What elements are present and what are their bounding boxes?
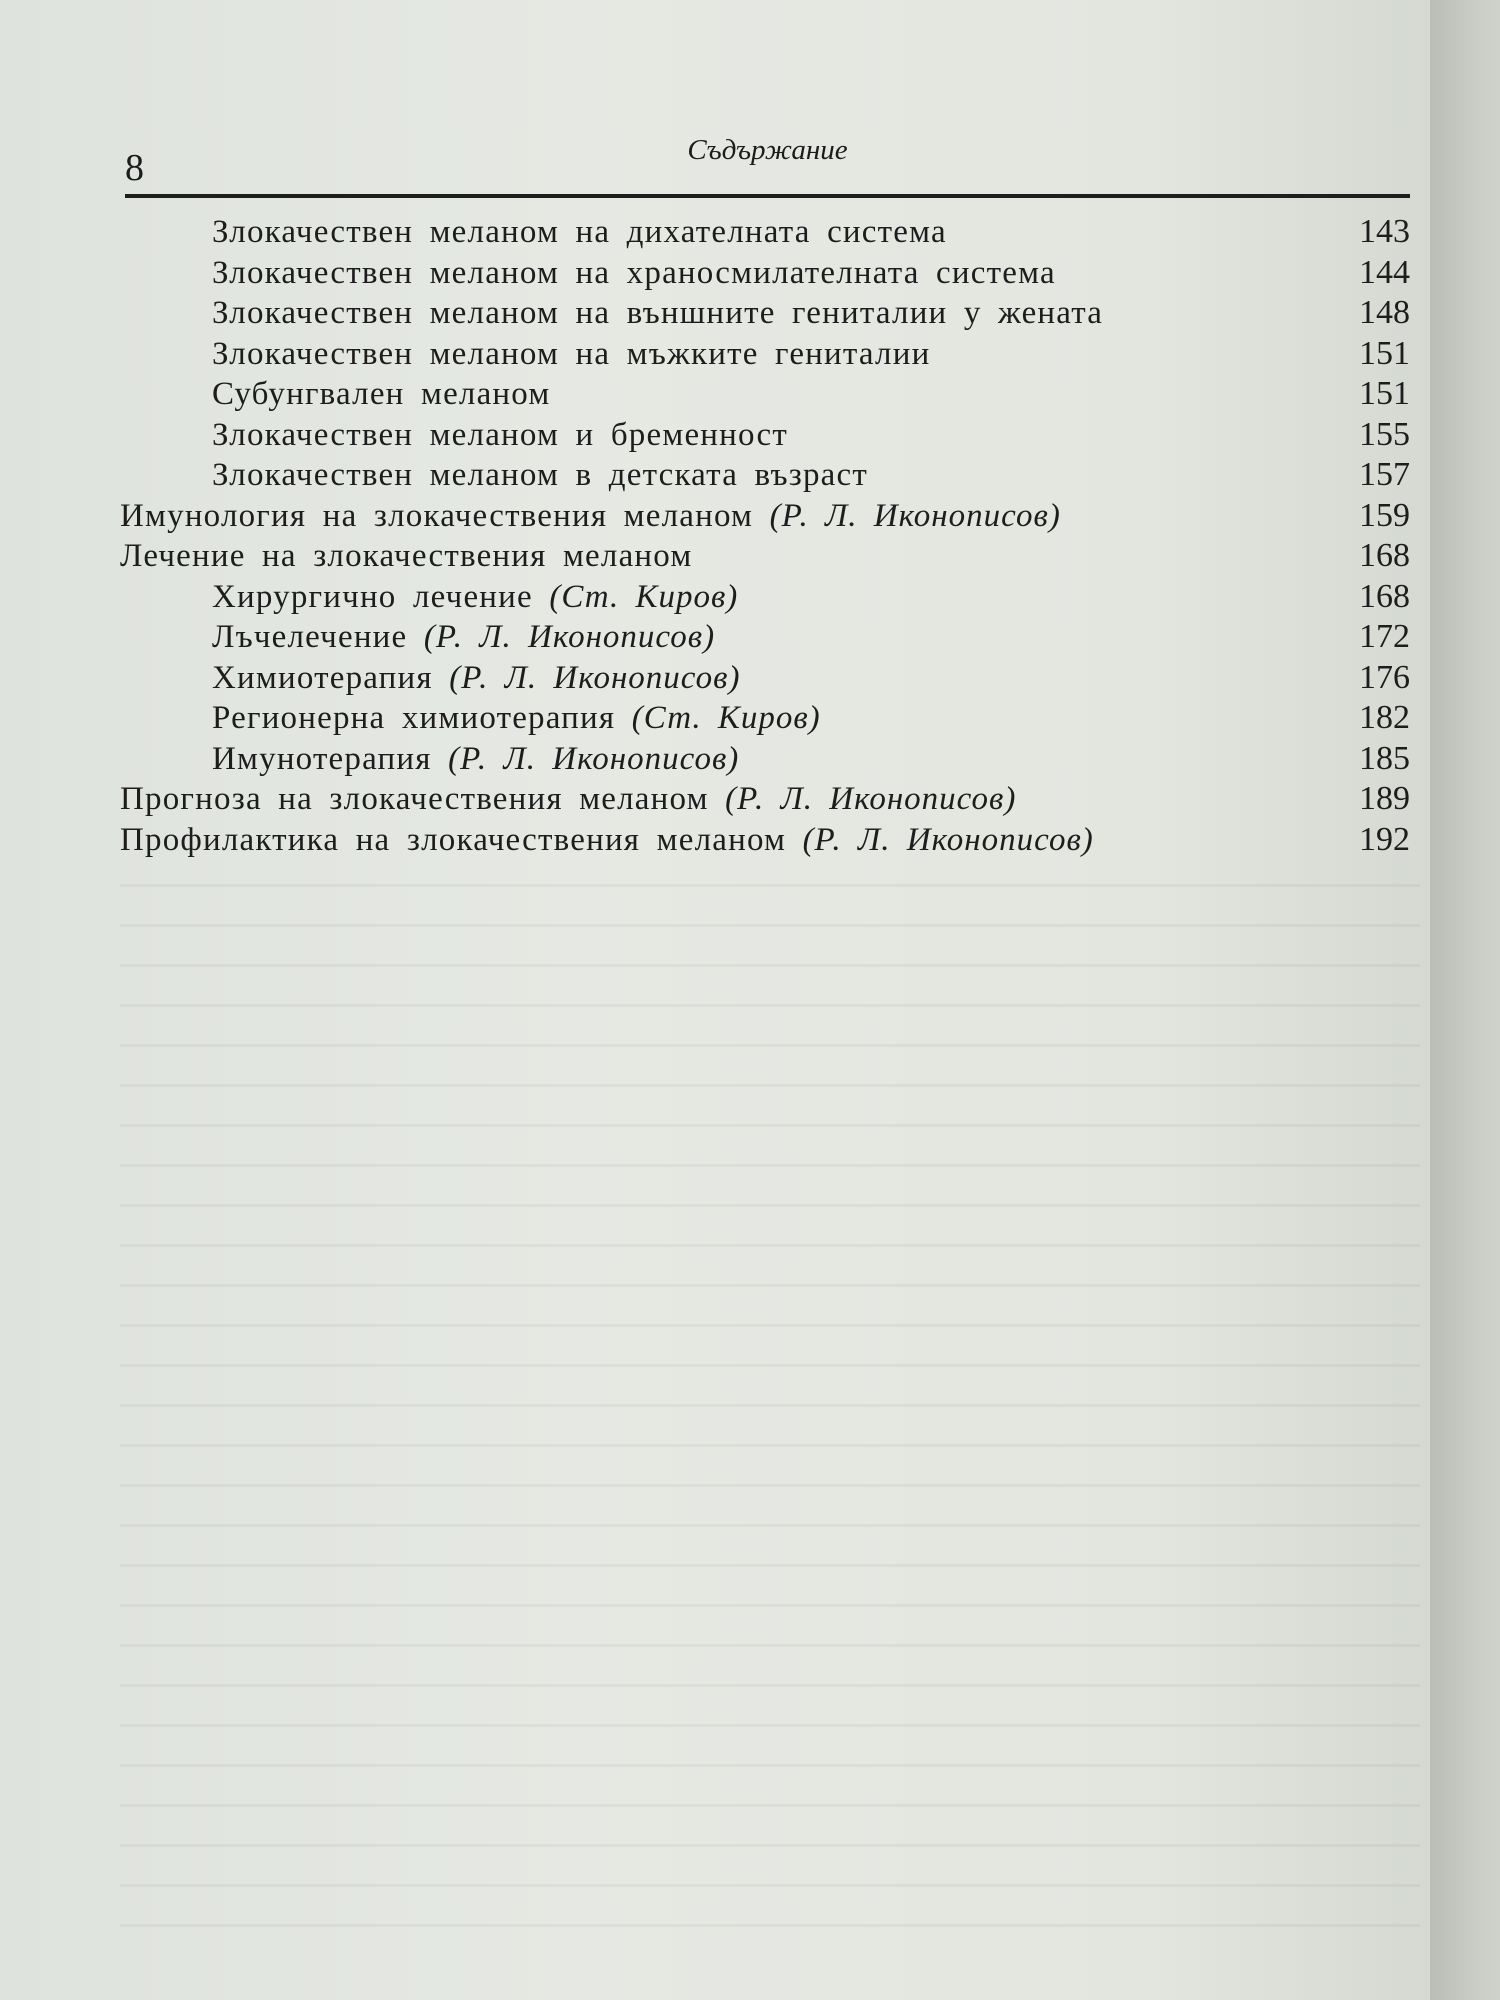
toc-entry (120, 293, 1410, 334)
page-number: 8 (125, 147, 144, 189)
toc-entry-text (212, 739, 739, 780)
toc-entry (120, 374, 1410, 415)
toc-entry-title: Имунология на злокачествения меланом (120, 497, 754, 534)
toc-entry-title: Профилактика на злокачествения меланом (120, 821, 787, 858)
toc-entry-text (120, 536, 692, 577)
toc-entry-title: Лечение на злокачествения меланом (120, 538, 693, 574)
toc-entry-author: (Р. Л. Иконописов) (423, 619, 716, 655)
toc-entry-page: 159 (1359, 496, 1410, 534)
toc-entry-author: (Р. Л. Иконописов) (769, 497, 1061, 534)
toc-entry (120, 334, 1410, 375)
table-of-contents (120, 212, 1410, 860)
toc-entry-text (212, 455, 868, 496)
toc-entry-title: Злокачествен меланом и бременност (212, 416, 788, 453)
toc-entry-title: Злокачествен меланом на външните гениталии у жената (212, 295, 1104, 331)
toc-entry-text (212, 293, 1103, 334)
toc-entry-text (212, 658, 740, 699)
toc-entry-text (212, 577, 738, 618)
toc-entry-text (120, 820, 1094, 861)
toc-entry-author: (Ст. Киров) (549, 578, 739, 615)
toc-entry-page: 176 (1359, 658, 1410, 696)
toc-entry-page: 168 (1359, 537, 1410, 574)
toc-entry-text (120, 779, 1016, 820)
toc-entry-title: Прогноза на злокачествения меланом (120, 781, 709, 817)
toc-entry-page: 192 (1359, 820, 1410, 858)
toc-entry-page: 143 (1359, 213, 1410, 250)
toc-entry-page: 157 (1359, 456, 1410, 493)
toc-entry (120, 617, 1410, 658)
toc-entry-title: Злокачествен меланом в детската възраст (212, 457, 868, 493)
toc-entry-title: Имунотерапия (212, 740, 432, 777)
toc-entry-title: Регионерна химиотерапия (212, 700, 616, 736)
toc-entry-page: 155 (1359, 415, 1410, 453)
toc-entry (120, 496, 1410, 537)
toc-entry (120, 253, 1410, 294)
toc-entry-page: 182 (1359, 699, 1410, 736)
toc-entry (120, 415, 1410, 456)
toc-entry-text (212, 415, 788, 456)
toc-entry-author: (Ст. Киров) (631, 700, 821, 736)
toc-entry-title: Субунгвален меланом (212, 376, 551, 412)
toc-entry-page: 148 (1359, 294, 1410, 331)
toc-entry-page: 189 (1359, 780, 1410, 817)
toc-entry (120, 658, 1410, 699)
toc-entry-title: Хирургично лечение (212, 578, 533, 615)
toc-entry-text (212, 617, 715, 658)
toc-entry-page: 144 (1359, 253, 1410, 291)
page-header (125, 120, 1410, 198)
toc-entry (120, 577, 1410, 618)
toc-entry (120, 779, 1410, 820)
toc-entry-author: (Р. Л. Иконописов) (448, 740, 740, 777)
toc-entry-author: (Р. Л. Иконописов) (725, 781, 1017, 817)
page-edge (1430, 0, 1500, 2000)
toc-entry-text (212, 253, 1056, 294)
toc-entry-text (212, 698, 821, 739)
toc-entry-title: Злокачествен меланом на мъжките гениталии (212, 335, 931, 372)
toc-entry-page: 151 (1359, 375, 1410, 412)
toc-entry-page: 172 (1359, 618, 1410, 655)
toc-entry-text (212, 212, 947, 253)
toc-entry-text (120, 496, 1061, 537)
toc-entry-text (212, 334, 930, 375)
toc-entry-author: (Р. Л. Иконописов) (802, 821, 1094, 858)
toc-entry-title: Лъчелечение (212, 619, 408, 655)
toc-entry-page: 185 (1359, 739, 1410, 777)
running-title: Съдържание (687, 134, 848, 166)
toc-entry-title: Химиотерапия (212, 659, 433, 696)
toc-entry-page: 151 (1359, 334, 1410, 372)
show-through-text (120, 860, 1420, 1960)
toc-entry-author: (Р. Л. Иконописов) (449, 659, 741, 696)
toc-entry-title: Злокачествен меланом на дихателната система (212, 214, 947, 250)
toc-entry (120, 698, 1410, 739)
toc-entry (120, 212, 1410, 253)
toc-entry-page: 168 (1359, 577, 1410, 615)
toc-entry-title: Злокачествен меланом на храносмилателната система (212, 254, 1056, 291)
toc-entry-text (212, 374, 550, 415)
toc-entry (120, 536, 1410, 577)
toc-entry (120, 455, 1410, 496)
toc-entry (120, 820, 1410, 861)
toc-entry (120, 739, 1410, 780)
